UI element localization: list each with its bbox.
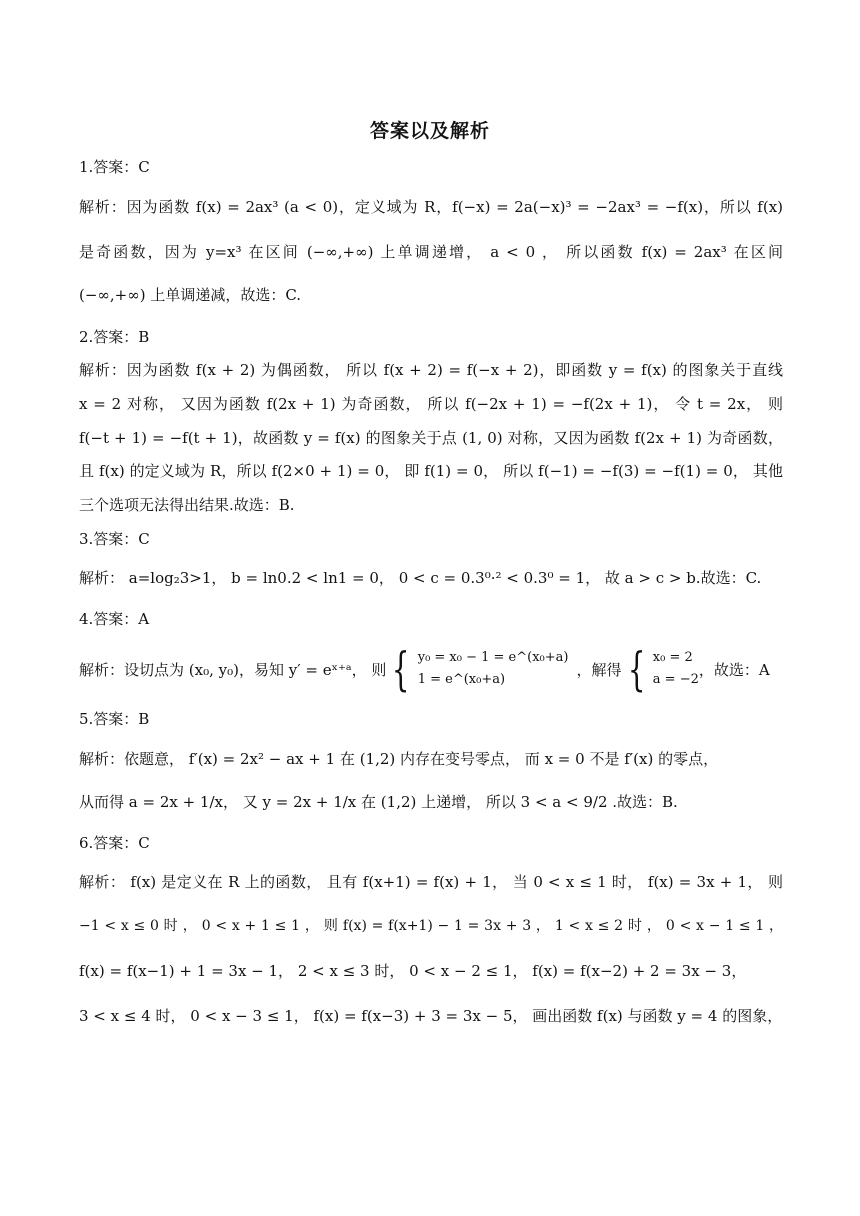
q2-explanation-line-5: 三个选项无法得出结果.故选：B. [79, 496, 295, 514]
q1-answer: 1.答案：C [79, 158, 150, 176]
q6-explanation-line-3: f(x) = f(x−1) + 1 = 3x − 1， 2 < x ≤ 3 时， 0 < x − 2 ≤ 1， f(x) = f(x−2) + 2 = 3x − 3， [79, 962, 747, 980]
left-brace-icon: { [392, 642, 410, 696]
q4-answer: 4.答案：A [79, 610, 150, 628]
q6-explanation-line-2: −1 < x ≤ 0 时 ， 0 < x + 1 ≤ 1 ， 则 f(x) = f(x+1) − 1 = 3x + 3 ， 1 < x ≤ 2 时 ， 0 < x − 1 ≤ 1 ， [79, 918, 783, 934]
q4-prefix: 解析：设切点为 (x₀, y₀)，易知 y′ = eˣ⁺ᵃ， 则 [79, 660, 387, 679]
q3-explanation-line-1: 解析： a=log₂3>1， b = ln0.2 < ln1 = 0， 0 < c = 0.3⁰·² < 0.3⁰ = 1， 故 a > c > b.故选：C. [79, 569, 762, 587]
q6-answer: 6.答案：C [79, 834, 150, 852]
q4-system1-bottom: 1 = e^(x₀+a) [417, 672, 506, 687]
q4-mid: ，解得 [576, 660, 622, 679]
q6-explanation-line-1: 解析： f(x) 是定义在 R 上的函数， 且有 f(x+1) = f(x) + 1， 当 0 < x ≤ 1 时， f(x) = 3x + 1， 则 [79, 873, 783, 891]
q1-explanation-line-3: (−∞,+∞) 上单调递减，故选：C. [79, 286, 302, 304]
q2-explanation-line-4: 且 f(x) 的定义域为 R，所以 f(2×0 + 1) = 0， 即 f(1) = 0， 所以 f(−1) = −f(3) = −f(1) = 0， 其他 [79, 462, 783, 480]
q1-explanation-line-2: 是奇函数，因为 y=x³ 在区间 (−∞,+∞) 上单调递增， a < 0 ， 所以函数 f(x) = 2ax³ 在区间 [79, 243, 783, 261]
q4-equation-system-1 [418, 647, 569, 691]
q4-explanation [79, 641, 770, 697]
page-title: 答案以及解析 [369, 120, 490, 142]
q4-suffix: ，故选：A [698, 660, 770, 679]
q1-explanation-line-1: 解析：因为函数 f(x) = 2ax³ (a < 0)，定义域为 R，f(−x) = 2a(−x)³ = −2ax³ = −f(x)，所以 f(x) [79, 198, 783, 216]
q6-explanation-line-4: 3 < x ≤ 4 时， 0 < x − 3 ≤ 1， f(x) = f(x−3) + 3 = 3x − 5， 画出函数 f(x) 与函数 y = 4 的图象， [79, 1007, 783, 1025]
left-brace-icon: { [627, 642, 645, 696]
q2-explanation-line-2: x = 2 对称， 又因为函数 f(2x + 1) 为奇函数， 所以 f(−2x + 1) = −f(2x + 1)， 令 t = 2x， 则 [79, 395, 783, 413]
q2-explanation-line-1: 解析：因为函数 f(x + 2) 为偶函数， 所以 f(x + 2) = f(−x + 2)，即函数 y = f(x) 的图象关于直线 [79, 361, 783, 379]
q4-system2-bottom: a = −2 [652, 672, 699, 687]
q2-answer: 2.答案：B [79, 328, 150, 346]
q5-explanation-line-1: 解析：依题意， f′(x) = 2x² − ax + 1 在 (1,2) 内存在变号零点， 而 x = 0 不是 f′(x) 的零点， [79, 750, 719, 768]
q4-system1-top: y₀ = x₀ − 1 = e^(x₀+a) [417, 650, 569, 665]
q4-system2-top: x₀ = 2 [652, 650, 693, 665]
q4-equation-system-2 [653, 647, 699, 691]
q5-answer: 5.答案：B [79, 710, 150, 728]
q3-answer: 3.答案：C [79, 530, 150, 548]
q5-explanation-line-2: 从而得 a = 2x + 1/x， 又 y = 2x + 1/x 在 (1,2) 上递增， 所以 3 < a < 9/2 .故选：B. [79, 793, 678, 811]
q2-explanation-line-3: f(−t + 1) = −f(t + 1)，故函数 y = f(x) 的图象关于点 (1, 0) 对称，又因为函数 f(2x + 1) 为奇函数， [79, 429, 783, 447]
